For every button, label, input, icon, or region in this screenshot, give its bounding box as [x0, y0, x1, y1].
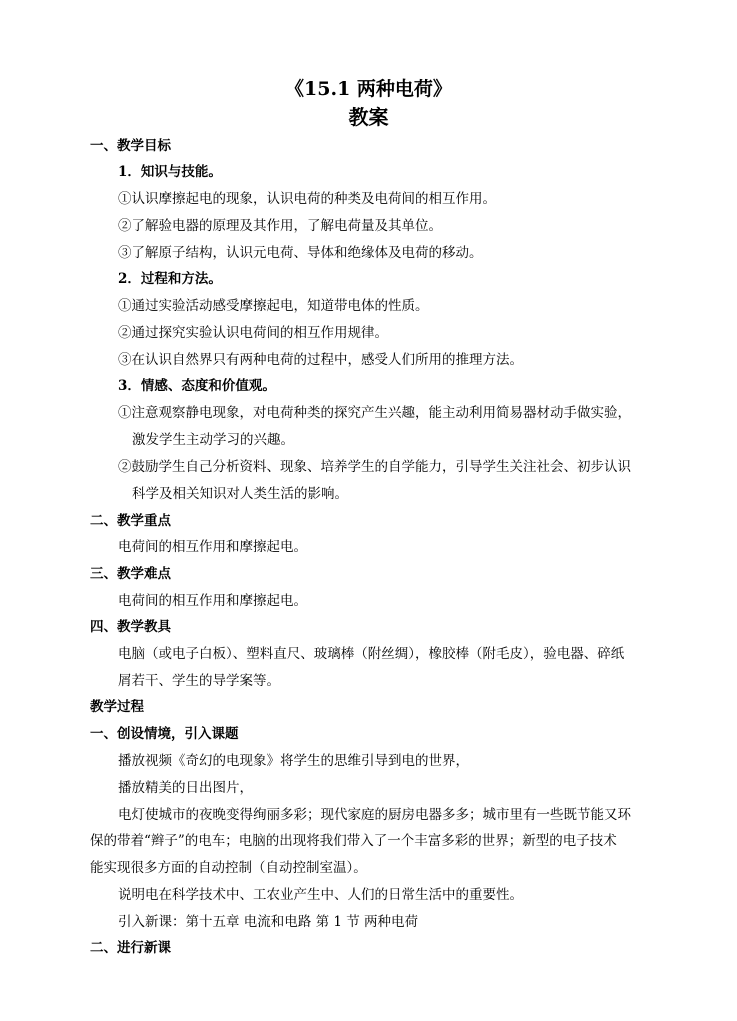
subsection-heading-knowledge: 1．知识与技能。 — [118, 164, 222, 180]
list-item: ①注意观察静电现象，对电荷种类的探究产生兴趣，能主动利用简易器材动手做实验， — [118, 405, 631, 421]
list-item: ②鼓励学生自己分析资料、现象、培养学生的自学能力，引导学生关注社会、初步认识 — [118, 459, 631, 475]
list-item-continuation: 激发学生主动学习的兴趣。 — [132, 432, 294, 448]
section-heading-difficulties: 三、教学难点 — [90, 566, 171, 582]
paragraph: 能实现很多方面的自动控制（自动控制室温）。 — [90, 860, 367, 876]
paragraph: 屑若干、学生的导学案等。 — [118, 673, 280, 689]
section-heading-objectives: 一、教学目标 — [90, 138, 171, 154]
section-heading-key-points: 二、教学重点 — [90, 513, 171, 529]
document-subtitle: 教案 — [348, 105, 389, 129]
list-item-continuation: 科学及相关知识对人类生活的影响。 — [132, 486, 348, 502]
section-heading-teaching-process: 教学过程 — [90, 699, 144, 715]
paragraph: 电荷间的相互作用和摩擦起电。 — [118, 593, 307, 609]
paragraph: 电灯使城市的夜晚变得绚丽多彩；现代家庭的厨房电器多多；城市里有一些既节能又环 — [118, 807, 631, 823]
section-heading-new-lesson: 二、进行新课 — [90, 940, 171, 956]
paragraph: 播放精美的日出图片， — [118, 780, 253, 796]
list-item: ②了解验电器的原理及其作用，了解电荷量及其单位。 — [118, 218, 442, 234]
document-title: 《15.1 两种电荷》 — [285, 78, 452, 100]
paragraph: 保的带着“辫子”的电车；电脑的出现将我们带入了一个丰富多彩的世界；新型的电子技术 — [90, 833, 617, 849]
list-item: ③了解原子结构，认识元电荷、导体和绝缘体及电荷的移动。 — [118, 245, 483, 261]
paragraph: 播放视频《奇幻的电现象》将学生的思维引导到电的世界， — [118, 753, 469, 769]
list-item: ①通过实验活动感受摩擦起电，知道带电体的性质。 — [118, 298, 429, 314]
list-item: ③在认识自然界只有两种电荷的过程中，感受人们所用的推理方法。 — [118, 352, 523, 368]
subsection-heading-process-method: 2．过程和方法。 — [118, 271, 222, 287]
list-item: ①认识摩擦起电的现象，认识电荷的种类及电荷间的相互作用。 — [118, 191, 496, 207]
section-heading-teaching-aids: 四、教学教具 — [90, 619, 171, 635]
section-heading-introduction: 一、创设情境，引入课题 — [90, 726, 239, 742]
list-item: ②通过探究实验认识电荷间的相互作用规律。 — [118, 325, 388, 341]
paragraph: 电荷间的相互作用和摩擦起电。 — [118, 539, 307, 555]
paragraph: 说明电在科学技术中、工农业产生中、人们的日常生活中的重要性。 — [118, 887, 523, 903]
paragraph: 引入新课：第十五章 电流和电路 第 1 节 两种电荷 — [118, 914, 419, 930]
paragraph: 电脑（或电子白板）、塑料直尺、玻璃棒（附丝绸），橡胶棒（附毛皮），验电器、碎纸 — [118, 646, 625, 662]
subsection-heading-attitude: 3．情感、态度和价值观。 — [118, 378, 276, 394]
